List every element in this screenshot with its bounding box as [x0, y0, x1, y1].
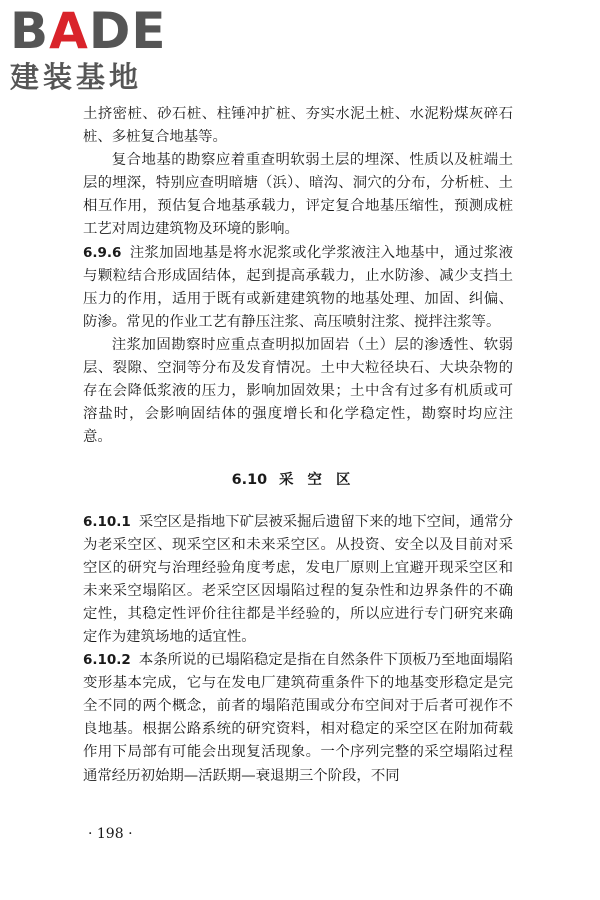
paragraph: 注浆加固勘察时应重点查明拟加固岩（土）层的渗透性、软弱层、裂隙、空洞等分布及发育情况。土中大粒径块石、大块杂物的存在会降低浆液的压力，影响加固效果；土中含有过多有机质或可溶盐时，会影响固结体的强度增长和化学稳定性，勘察时均应注意。 [83, 336, 513, 446]
document-body [83, 103, 513, 788]
section-title: 采空区 [279, 471, 365, 489]
paragraph: 复合地基的勘察应着重查明软弱土层的埋深、性质以及桩端土层的埋深，特别应查明暗塘（浜）、暗沟、洞穴的分布，分析桩、土相互作用，预估复合地基承载力，评定复合地基压缩性，预测成桩工艺对周边建筑物及环境的影响。 [83, 152, 513, 238]
logo-subtitle: 建装基地 [10, 60, 143, 94]
clause-number: 6.10.2 [83, 652, 131, 669]
logo-accent-letter: A [49, 2, 89, 60]
clause-paragraph: 6.9.6 注浆加固地基是将水泥浆或化学浆液注入地基中，通过浆液与颗粒结合形成固结体，起到提高承载力，止水防渗、减少支挡土压力的作用，适用于既有或新建建筑物的地基处理、加固、纠偏、防渗。常见的作业工艺有静压注浆、高压喷射注浆、搅拌注浆等。 [83, 244, 513, 330]
page-number: · 198 · [88, 826, 133, 842]
section-heading [83, 468, 513, 492]
clause-paragraph: 6.10.1 采空区是指地下矿层被采掘后遗留下来的地下空间，通常分为老采空区、现采空区和未来采空区。从投资、安全以及目前对采空区的研究与治理经验角度考虑，发电厂原则上宜避开现采空区和未来采空塌陷区。老采空区因塌陷过程的复杂性和边界条件的不确定性，其稳定性评价往往都是半经验的，所以应进行专门研究来确定作为建筑场地的适宜性。 [83, 513, 514, 645]
section-number: 6.10 [231, 472, 268, 489]
brand-logo [10, 2, 180, 98]
paragraph: 土挤密桩、砂石桩、柱锤冲扩桩、夯实水泥土桩、水泥粉煤灰碎石桩、多桩复合地基等。 [83, 106, 513, 146]
clause-paragraph: 6.10.2 本条所说的已塌陷稳定是指在自然条件下顶板乃至地面塌陷变形基本完成，它与在发电厂建筑荷重条件下的地基变形稳定是完全不同的两个概念，前者的塌陷范围或分布空间对于后者可视作不良地基。根据公路系统的研究资料，相对稳定的采空区在附加荷载作用下局部有可能会出现复活现象。一个序列完整的采空塌陷过程通常经历初始期—活跃期—衰退期三个阶段，不同 [83, 652, 514, 784]
logo-brand-text: BADE [10, 2, 167, 60]
clause-number: 6.9.6 [83, 244, 122, 261]
clause-number: 6.10.1 [83, 513, 131, 530]
